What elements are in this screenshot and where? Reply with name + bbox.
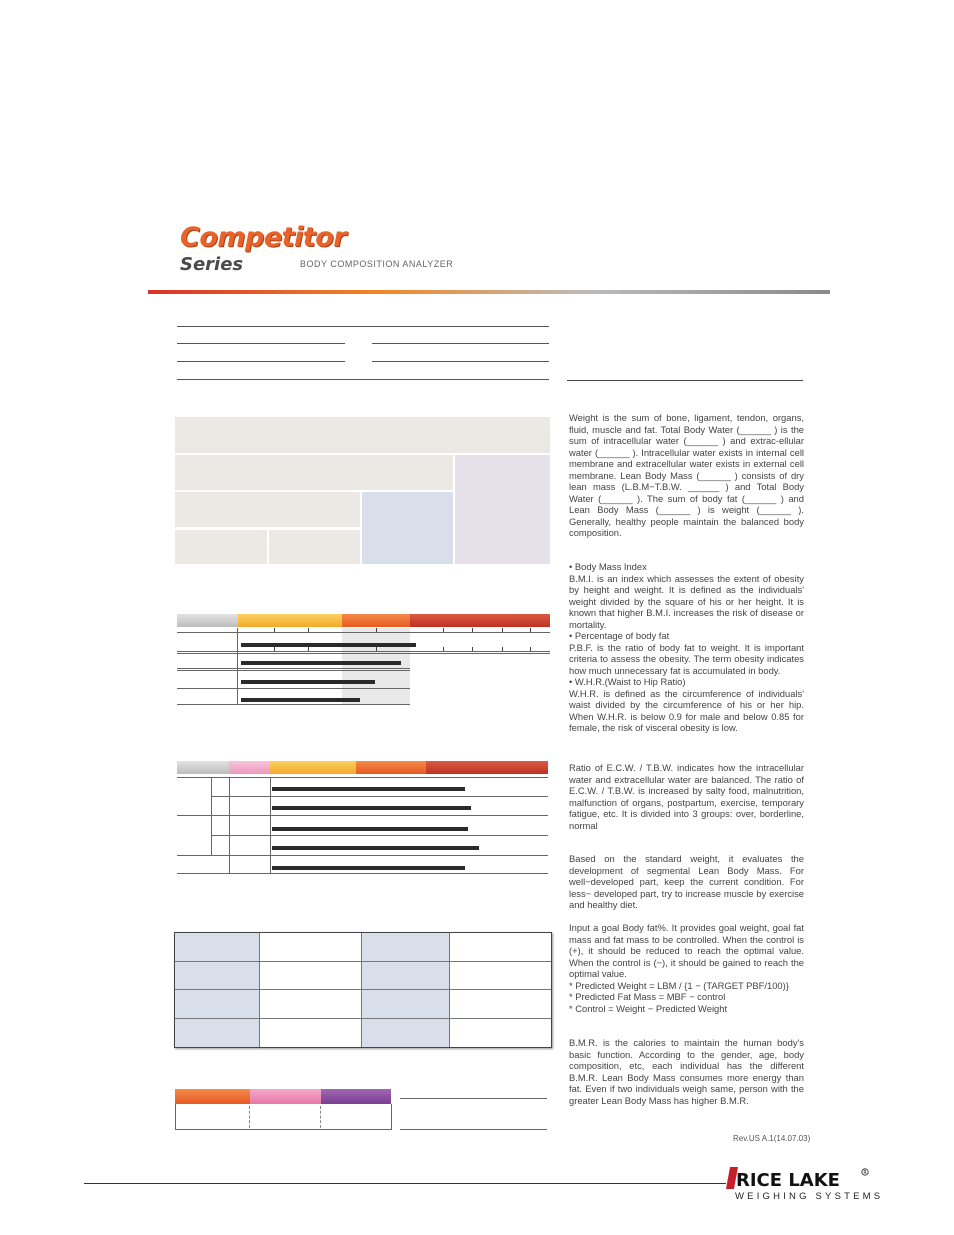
diagram-row-weight: [175, 417, 550, 453]
diagram-block-fat: [455, 455, 550, 564]
text-ecw-ratio: Ratio of E.C.W. / T.B.W. indicates how the intracellular water and extracellular water are balanced. The ratio of E.C.W. / T.B.W. is increased by salty food, malnutrition, malfunction of organs, postpartum, exercise, temporary fatigue, etc. It is divided into 3 groups: over, borderline, normal: [569, 762, 804, 831]
info-line-3a: [177, 361, 345, 362]
table-value-cell: [260, 990, 362, 1019]
chart1-axis: [237, 628, 238, 704]
chart1-tick: [376, 647, 377, 651]
chart2-gridline: [211, 835, 548, 836]
chart2-bar: [272, 827, 468, 831]
chart1-gridline: [177, 651, 550, 652]
chart1-tick: [530, 628, 531, 632]
chart2-header-low: [229, 761, 270, 774]
footer-rule: [84, 1183, 726, 1184]
chart1-tick: [502, 628, 503, 632]
info-line-4: [177, 379, 549, 380]
chart1-bar: [241, 643, 416, 647]
chart1-normal-range-shade: [342, 628, 410, 704]
chart1-header-under: [177, 614, 238, 627]
right-column-header-line: [567, 380, 803, 381]
table-value-cell: [450, 990, 551, 1019]
info-line-2b: [372, 343, 549, 344]
table-label-cell: [362, 933, 450, 962]
chart1-gridline: [177, 653, 550, 654]
brand-logo: Competitor: [180, 222, 347, 253]
bmr-line-1: [400, 1098, 547, 1099]
chart2-header-normal: [270, 761, 356, 774]
bmr-divider: [249, 1106, 250, 1128]
text-body-composition: Weight is the sum of bone, ligament, tendon, organs, fluid, muscle and fat. Total Body Water (______ ) is the sum of intracellular water (______ ) and extrac-ellular water (______ ). Intracellular water exists in internal cell membrane and extracellular water exists in external cell membrane. Lean Body Mass (______ ) consists of dry lean mass (L.B.M−T.B.W. ______ ) and Total Body Water (______ ). The sum of body fat (______ ) and Lean Body Mass (______ ) is weight (______ ). Generally, healthy people maintain the balanced body composition.: [569, 412, 804, 538]
bmr-line-2: [400, 1129, 547, 1130]
bmr-header-orange: [175, 1089, 250, 1104]
chart2-gridline: [177, 855, 548, 856]
chart2-header-under: [177, 761, 229, 774]
table-value-cell: [260, 933, 362, 962]
table-label-cell: [362, 1019, 450, 1047]
text-segmental-lean: Based on the standard weight, it evaluates the development of segmental Lean Body Mass. For well−developed part, keep the current condition. For less− developed part, try to increase muscle by exercise and healthy diet.: [569, 853, 804, 910]
chart2-gridline: [177, 777, 548, 778]
chart2-gridline: [211, 796, 548, 797]
chart2-gridline: [177, 873, 548, 874]
bmr-header-pink: [250, 1089, 321, 1104]
revision-label: Rev.US A.1(14.07.03): [733, 1134, 811, 1143]
chart2-bar: [272, 787, 465, 791]
chart1-gridline: [177, 668, 410, 669]
table-value-cell: [450, 1019, 551, 1047]
table-value-cell: [260, 1019, 362, 1047]
table-label-cell: [175, 1019, 260, 1047]
chart2-axis: [270, 777, 271, 873]
table-label-cell: [175, 990, 260, 1019]
text-target-control: Input a goal Body fat%. It provides goal weight, goal fat mass and fat mass to be controlled. When the control is (+), it should be reduced to reach the optimal value. When the control is (−), it should be gained to reach the optimal value. * Predicted Weight = LBM / {1 − (TARGET PBF/100)} * Predicted Fat Mass = MBF − control * Control = Weight − Predicted Weight: [569, 922, 804, 1014]
svg-text:R: R: [863, 1170, 867, 1176]
chart1-tick: [502, 647, 503, 651]
chart1-tick: [308, 628, 309, 632]
chart2-axis: [229, 777, 230, 873]
table-label-cell: [362, 990, 450, 1019]
target-control-table: [174, 932, 552, 1048]
info-line-1: [177, 326, 549, 327]
info-line-3b: [372, 361, 549, 362]
chart1-tick: [443, 628, 444, 632]
info-line-2a: [177, 343, 345, 344]
chart1-header-over: [342, 614, 410, 627]
registered-mark-icon: [861, 1168, 869, 1176]
chart1-tick: [274, 628, 275, 632]
chart2-gridline: [177, 815, 548, 816]
chart1-bar: [241, 661, 401, 665]
table-value-cell: [260, 962, 362, 990]
chart1-bar: [241, 698, 360, 702]
text-bmr: B.M.R. is the calories to maintain the human body's basic function. According to the gender, age, body composition, etc, each individual has the different B.M.R. Lean Body Mass consumes more energy than fat. Even if two individuals weigh same, person with the greater Lean Body Mass has higher B.M.R.: [569, 1037, 804, 1106]
chart1-header-high: [410, 614, 550, 627]
text-obesity-analysis: • Body Mass Index B.M.I. is an index which assesses the extent of obesity by height and weight. It is defined as the individuals' weight divided by the square of his or her height. It is known that higher B.M.I. increases the risk of disease or mortality. • Percentage of body fat P.B.F. is the ratio of body fat to weight. It is important criteria to assess the obesity. The term obesity indicates how much unnecessary fat is accumulated in body. • W.H.R.(Waist to Hip Ratio) W.H.R. is defined as the circumference of individuals' waist divided by the circumference of his or her hip. When W.H.R. is below 0.9 for male and below 0.85 for female, the risk of visceral obesity is low.: [569, 561, 804, 733]
table-value-cell: [450, 933, 551, 962]
chart2-header-over: [356, 761, 426, 774]
series-logo: Series: [180, 254, 244, 275]
chart1-bar: [241, 680, 375, 684]
chart1-tick: [308, 647, 309, 651]
header-gradient-bar: [148, 290, 830, 294]
header-tagline: BODY COMPOSITION ANALYZER: [300, 259, 454, 269]
chart1-tick: [274, 647, 275, 651]
bmr-divider: [320, 1106, 321, 1128]
company-logo: RICE LAKE: [736, 1170, 840, 1191]
company-logo-swoosh-icon: [726, 1167, 738, 1189]
chart1-tick: [530, 647, 531, 651]
diagram-block-icw: [175, 530, 267, 564]
chart1-gridline: [177, 632, 550, 633]
table-value-cell: [450, 962, 551, 990]
table-label-cell: [175, 962, 260, 990]
company-logo-sub: WEIGHING SYSTEMS: [735, 1191, 884, 1202]
chart1-gridline: [177, 704, 410, 705]
diagram-block-ecw: [269, 530, 360, 564]
chart2-bar: [272, 846, 479, 850]
chart2-axis: [211, 777, 212, 855]
diagram-row-lbm: [175, 455, 453, 490]
bmr-value-box: [175, 1104, 392, 1130]
chart1-gridline: [177, 670, 410, 671]
bmr-header-purple: [321, 1089, 391, 1104]
table-label-cell: [175, 933, 260, 962]
diagram-block-drylean: [362, 492, 453, 564]
chart2-bar: [272, 866, 465, 870]
table-label-cell: [362, 962, 450, 990]
chart1-tick: [376, 628, 377, 632]
chart1-tick: [443, 647, 444, 651]
chart1-header-normal: [238, 614, 342, 627]
chart1-gridline: [177, 688, 410, 689]
chart1-tick: [472, 628, 473, 632]
chart2-bar: [272, 806, 471, 810]
diagram-row-tbw: [175, 492, 360, 527]
chart2-header-high: [426, 761, 548, 774]
chart1-tick: [472, 647, 473, 651]
